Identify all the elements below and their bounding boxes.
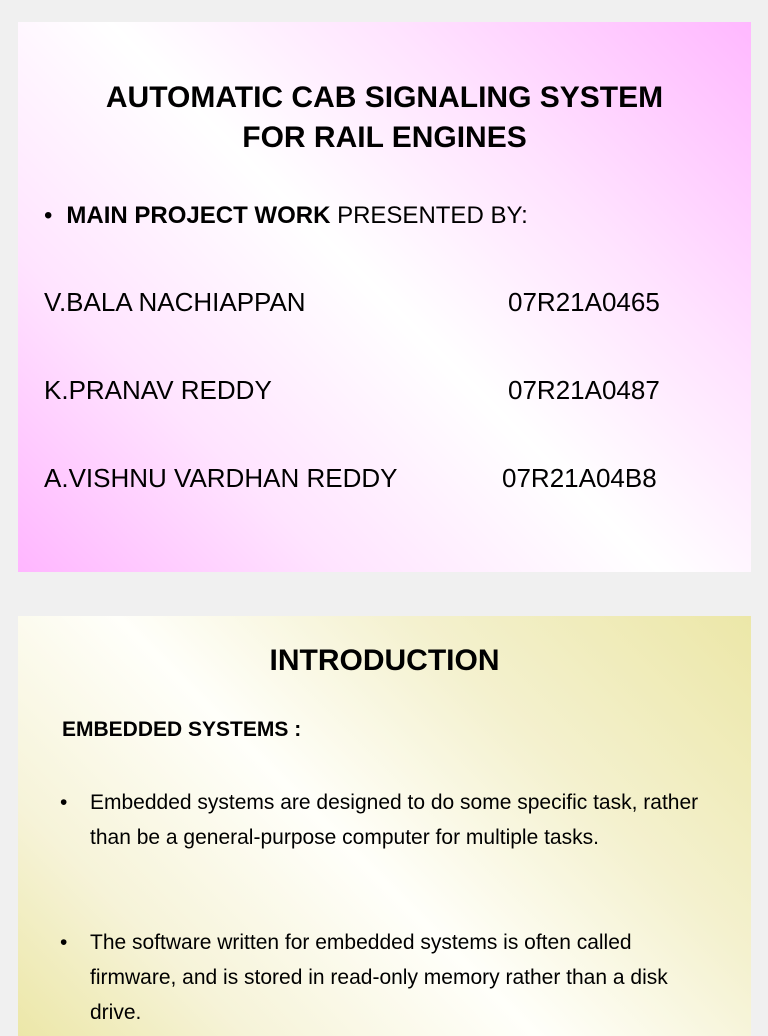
team-member: [44, 375, 724, 405]
slide-title: [18, 78, 751, 158]
bullet-icon: •: [44, 202, 53, 229]
project-work-label: MAIN PROJECT WORK: [66, 202, 331, 229]
member-roll-number: 07R21A0465: [508, 287, 660, 317]
presented-by-line: [44, 202, 528, 230]
member-roll-number: 07R21A04B8: [502, 463, 657, 493]
title-slide: [18, 22, 751, 572]
slide-title-line-2: FOR RAIL ENGINES: [242, 121, 527, 154]
bullet-text: Embedded systems are designed to do some specific task, rather than be a general-purpose computer for multiple tasks.: [90, 791, 699, 849]
introduction-slide: [18, 616, 751, 1036]
team-member: [44, 287, 724, 317]
team-member: [44, 463, 724, 493]
member-name: V.BALA NACHIAPPAN: [44, 287, 306, 317]
bullet-icon: •: [60, 791, 68, 814]
bullet-point: [60, 785, 720, 855]
bullet-point: [60, 925, 720, 1030]
slide-title-line-1: AUTOMATIC CAB SIGNALING SYSTEM: [105, 81, 664, 114]
bullet-text: The software written for embedded systems is often called firmware, and is stored in read-only memory rather than a disk drive.: [90, 931, 668, 1024]
bullet-icon: •: [60, 931, 68, 954]
member-name: K.PRANAV REDDY: [44, 375, 272, 405]
member-name: A.VISHNU VARDHAN REDDY: [44, 463, 398, 493]
slide-title: INTRODUCTION: [269, 644, 500, 677]
presented-by-label: PRESENTED BY:: [330, 202, 528, 229]
member-roll-number: 07R21A0487: [508, 375, 660, 405]
section-subheading: EMBEDDED SYSTEMS :: [62, 718, 302, 741]
